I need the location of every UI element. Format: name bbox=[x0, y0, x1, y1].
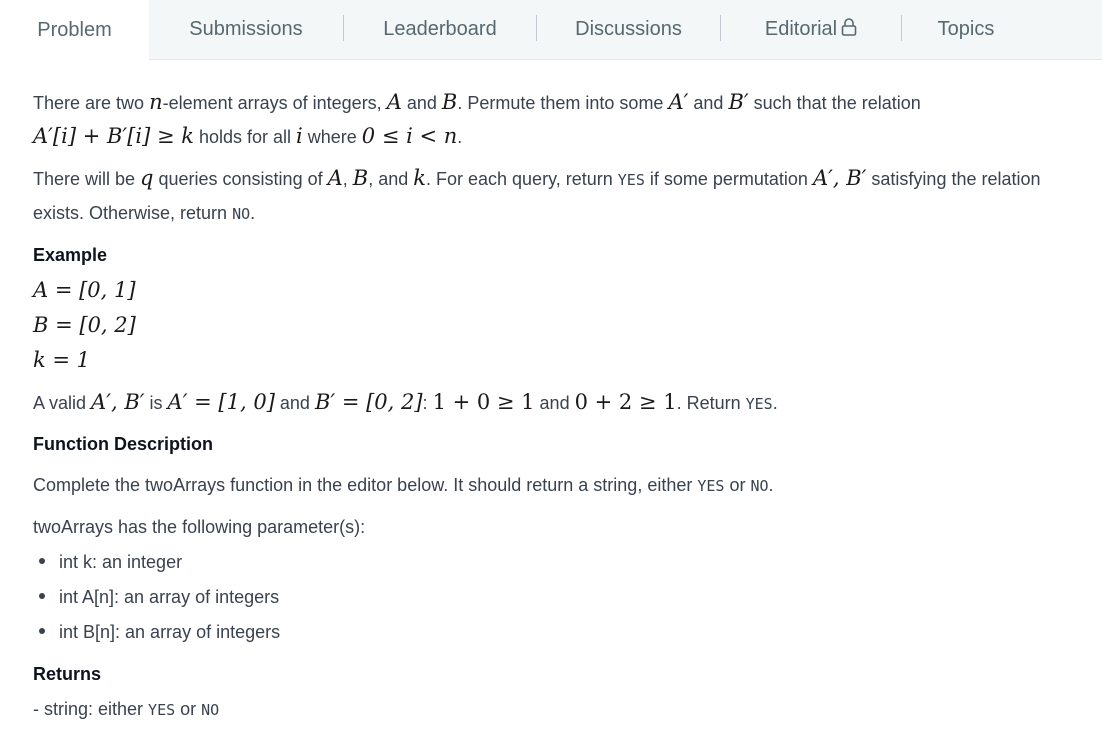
example-valid-line bbox=[33, 390, 778, 414]
text: -element arrays of integers, bbox=[162, 93, 387, 113]
code-yes: YES bbox=[617, 171, 645, 189]
example-array-a: A = [0, 1] bbox=[33, 278, 136, 302]
param-a: int A[n]: an array of integers bbox=[59, 587, 280, 607]
tab-leaderboard-label: Leaderboard bbox=[383, 18, 497, 40]
example-k: k = 1 bbox=[33, 348, 91, 372]
tab-bar bbox=[0, 0, 1102, 60]
text: Complete the twoArrays function in the editor below. It should return a string, either bbox=[33, 475, 698, 495]
math: A′ = [1, 0] bbox=[167, 390, 275, 414]
bullet bbox=[39, 558, 45, 564]
math: A′, B′ bbox=[91, 390, 145, 414]
text: : bbox=[422, 393, 433, 413]
math-B-prime: B′ bbox=[728, 90, 749, 114]
math: 1 + 0 ≥ 1 bbox=[432, 390, 535, 414]
math-B: B bbox=[441, 90, 458, 114]
text: There are two bbox=[33, 93, 150, 113]
math: 0 + 2 ≥ 1 bbox=[574, 390, 677, 414]
math-i: i bbox=[296, 124, 303, 148]
tab-topics-label: Topics bbox=[937, 18, 995, 40]
text: or bbox=[175, 699, 202, 719]
tab-leaderboard[interactable] bbox=[344, 0, 536, 59]
text: . bbox=[772, 393, 778, 413]
math-n: n bbox=[149, 90, 163, 114]
list-item bbox=[33, 552, 182, 573]
param-k: int k: an integer bbox=[59, 552, 183, 572]
math-q: q bbox=[140, 166, 154, 190]
text: There will be bbox=[33, 169, 141, 189]
math-A-prime: A′ bbox=[668, 90, 689, 114]
list-item bbox=[33, 622, 280, 643]
parameters-intro: twoArrays has the following parameter(s): bbox=[33, 517, 366, 537]
bullet bbox=[39, 593, 45, 599]
text: and bbox=[688, 93, 729, 113]
math-A: A bbox=[327, 166, 343, 190]
bullet bbox=[39, 628, 45, 634]
text: holds for all bbox=[193, 127, 297, 147]
text: and bbox=[274, 393, 315, 413]
code-no: NO bbox=[750, 477, 769, 495]
text: . bbox=[457, 127, 463, 147]
text: - string: either bbox=[33, 699, 149, 719]
text: if some permutation bbox=[644, 169, 813, 189]
tab-discussions[interactable] bbox=[537, 0, 720, 59]
text: satisfying the relation bbox=[866, 169, 1041, 189]
tab-problem-label: Problem bbox=[37, 18, 112, 41]
queries-paragraph-line2 bbox=[33, 203, 255, 224]
text: and bbox=[534, 393, 575, 413]
math-k: k bbox=[413, 166, 426, 190]
math-condition: 0 ≤ i < n bbox=[361, 124, 458, 148]
code-no: NO bbox=[201, 701, 220, 719]
code-no: NO bbox=[232, 205, 251, 223]
function-description-text bbox=[33, 475, 774, 496]
text: , bbox=[342, 169, 353, 189]
example-heading: Example bbox=[33, 245, 108, 265]
tab-problem[interactable] bbox=[0, 0, 149, 60]
tab-editorial[interactable] bbox=[721, 0, 901, 59]
intro-paragraph-line2 bbox=[33, 124, 462, 148]
tab-submissions-label: Submissions bbox=[189, 18, 303, 40]
example-array-b: B = [0, 2] bbox=[33, 313, 136, 337]
text: . Return bbox=[676, 393, 746, 413]
text: is bbox=[144, 393, 168, 413]
text: and bbox=[401, 93, 442, 113]
tab-editorial-label: Editorial bbox=[764, 18, 838, 40]
text: exists. Otherwise, return bbox=[33, 203, 233, 223]
text: . bbox=[768, 475, 774, 495]
lock-icon bbox=[841, 18, 857, 42]
queries-paragraph-line1 bbox=[33, 166, 1041, 190]
math-B: B bbox=[352, 166, 369, 190]
text: queries consisting of bbox=[153, 169, 328, 189]
tab-discussions-label: Discussions bbox=[575, 18, 682, 40]
returns-text bbox=[33, 699, 219, 720]
text: such that the relation bbox=[748, 93, 921, 113]
returns-heading: Returns bbox=[33, 664, 102, 684]
text: . For each query, return bbox=[426, 169, 618, 189]
code-yes: YES bbox=[148, 701, 176, 719]
intro-paragraph-line1 bbox=[33, 90, 921, 114]
code-yes: YES bbox=[697, 477, 725, 495]
math: B′ = [0, 2] bbox=[314, 390, 423, 414]
text: . bbox=[250, 203, 256, 223]
text: or bbox=[724, 475, 751, 495]
math-relation: A′[i] + B′[i] ≥ k bbox=[33, 124, 194, 148]
text: A valid bbox=[33, 393, 92, 413]
text: where bbox=[302, 127, 362, 147]
param-b: int B[n]: an array of integers bbox=[59, 622, 281, 642]
text: , and bbox=[368, 169, 414, 189]
tab-topics[interactable] bbox=[902, 0, 1030, 59]
math-A: A bbox=[386, 90, 402, 114]
text: . Permute them into some bbox=[457, 93, 669, 113]
tab-submissions[interactable] bbox=[149, 0, 343, 59]
function-description-heading: Function Description bbox=[33, 434, 213, 454]
math-A-B-prime: A′, B′ bbox=[812, 166, 867, 190]
code-yes: YES bbox=[745, 395, 773, 413]
list-item bbox=[33, 587, 279, 608]
